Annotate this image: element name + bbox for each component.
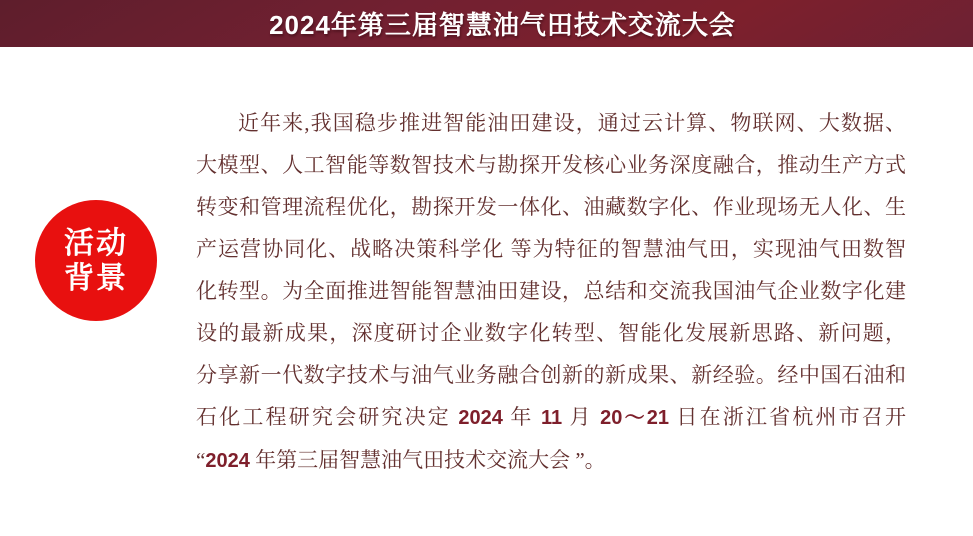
numeral-text: 20～21 (600, 407, 669, 429)
badge-label-line-2: 背景 (64, 261, 128, 295)
paragraph-line: 近年来,我国稳步推进智能油田建设，通过云计算、物联网、大数据、 (238, 111, 906, 135)
paragraph-line: 设的最新成果，深度研讨企业数字化转型、智能化发展新思路、新问题， (196, 321, 906, 345)
numeral-text: 11 (540, 407, 563, 429)
paragraph-line: 石化工程研究会研究决定 2024 年 11 月 20～21 日在浙江省杭州市召开 (196, 405, 907, 429)
numeral-text: 2024 (205, 450, 250, 472)
page-title: 2024年第三届智慧油气田技术交流大会 (269, 10, 736, 40)
paragraph-line: 转变和管理流程优化，勘探开发一体化、油藏数字化、作业现场无人化、生 (196, 195, 906, 219)
body-paragraph (196, 102, 906, 482)
badge-label-line-1: 活动 (64, 226, 128, 260)
numeral-text: 2024 (458, 407, 503, 429)
paragraph-line: 大模型、人工智能等数智技术与勘探开发核心业务深度融合，推动生产方式 (196, 153, 906, 177)
paragraph-line: 分享新一代数字技术与油气业务融合创新的新成果、新经验。经中国石油和 (196, 363, 906, 387)
paragraph-line: “2024 年第三届智慧油气田技术交流大会 ”。 (196, 448, 606, 472)
paragraph-line: 产运营协同化、战略决策科学化 等为特征的智慧油气田，实现油气田数智 (196, 237, 906, 261)
activity-background-badge (35, 200, 157, 321)
title-bar (0, 0, 973, 47)
paragraph-line: 化转型。为全面推进智能智慧油田建设，总结和交流我国油气企业数字化建 (196, 279, 906, 303)
